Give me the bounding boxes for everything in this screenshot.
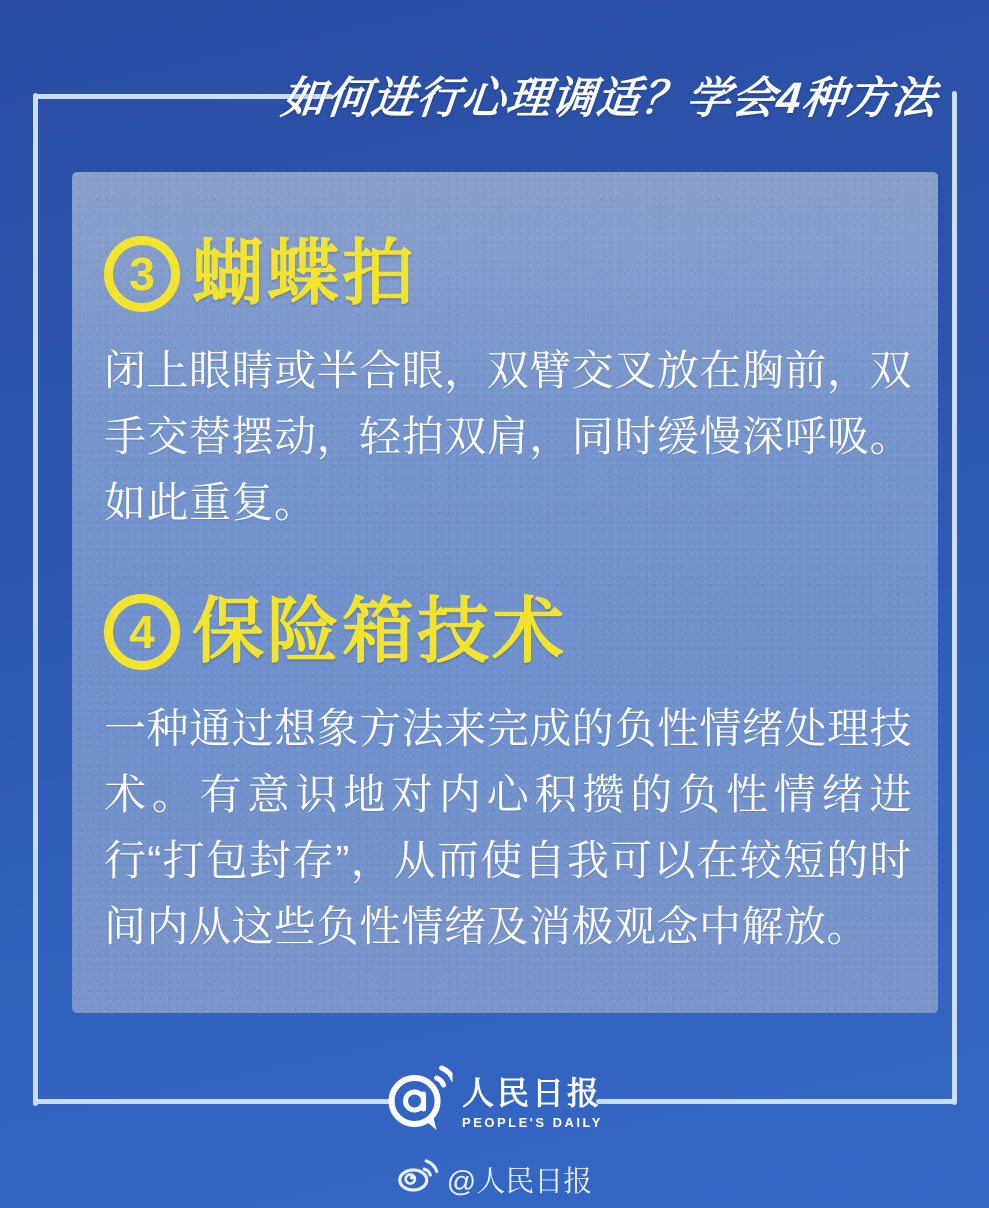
logo-english-name: PEOPLE'S DAILY <box>462 1114 603 1130</box>
logo-chinese-name: 人民日报 <box>462 1075 603 1112</box>
frame-right-line <box>952 91 957 1105</box>
logo-text-block <box>462 1076 603 1129</box>
peoples-daily-logo <box>386 1064 603 1142</box>
weibo-handle-row <box>397 1158 592 1200</box>
section-3-body: 闭上眼睛或半合眼，双臂交叉放在胸前，双手交替摆动，轻拍双肩，同时缓慢深呼吸。如此重复。 <box>104 347 912 526</box>
content-card <box>72 172 938 1013</box>
section-4-heading <box>104 594 912 670</box>
section-4-body: 一种通过想象方法来完成的负性情绪处理技术。有意识地对内心积攒的负性情绪进行“打包封存”，从而使自我可以在较短的时间内从这些负性情绪及消极观念中解放。 <box>104 705 912 950</box>
frame-left-line <box>33 93 38 1106</box>
circled-number-4: 4 <box>104 594 180 670</box>
frame-bottom-left-line <box>33 1099 395 1104</box>
frame-bottom-right-line <box>596 1099 956 1104</box>
at-broadcast-icon <box>386 1064 452 1142</box>
weibo-icon <box>397 1158 439 1200</box>
section-3-heading <box>104 236 912 312</box>
circled-number-3: 3 <box>104 236 180 312</box>
page-title: 如何进行心理调适？学会4种方法 <box>278 74 940 123</box>
section-3-title: 蝴蝶拍 <box>192 234 418 314</box>
section-4-title: 保险箱技术 <box>192 592 568 672</box>
weibo-handle-text: @人民日报 <box>446 1165 593 1198</box>
